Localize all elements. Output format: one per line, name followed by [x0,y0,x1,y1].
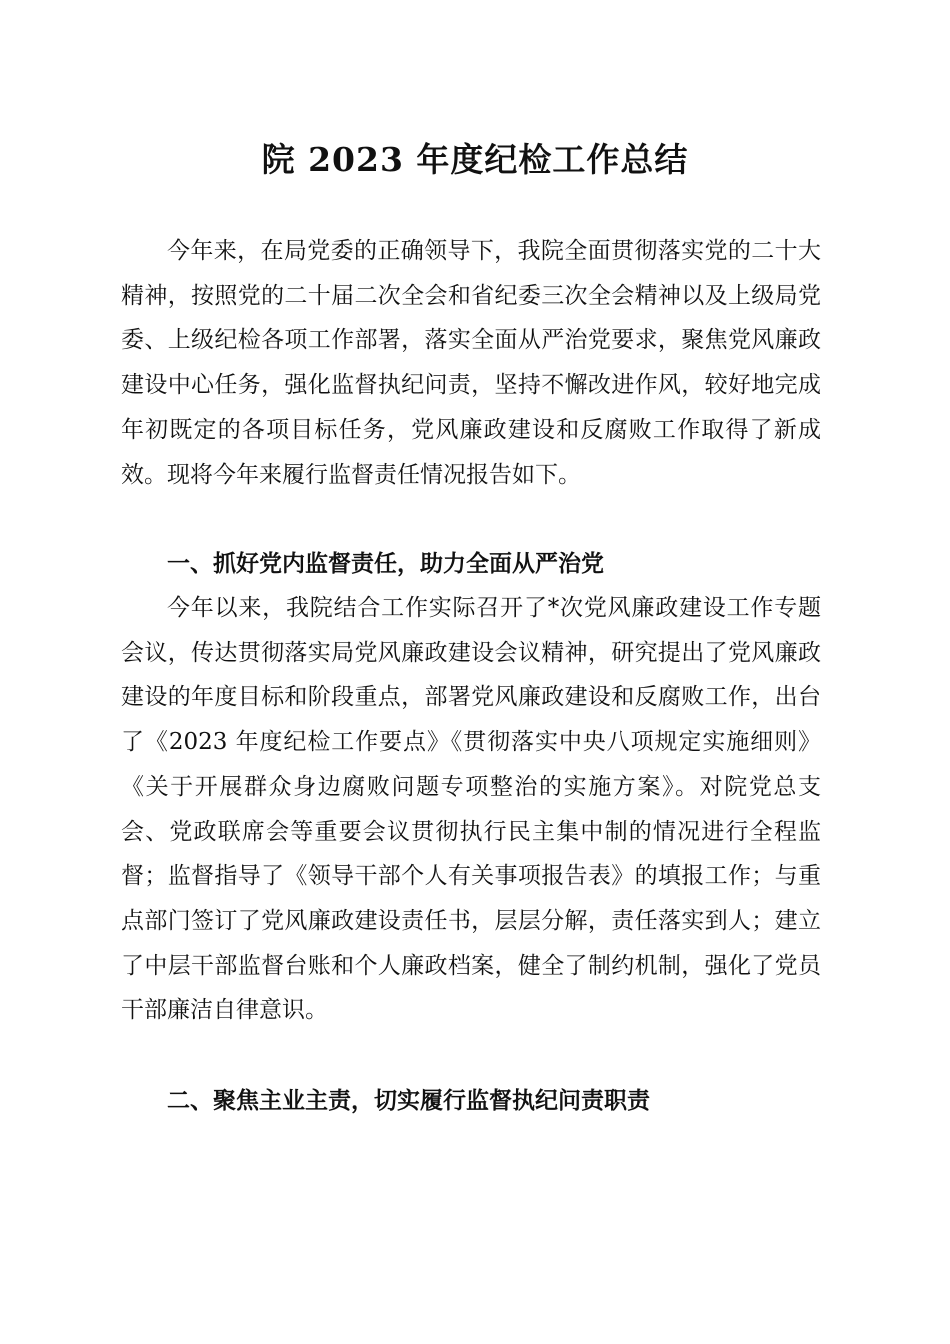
section-1-paragraph: 今年以来，我院结合工作实际召开了*次党风廉政建设工作专题会议，传达贯彻落实局党风廉政建设会议精神，研究提出了党风廉政建设的年度目标和阶段重点，部署党风廉政建设和反腐败工作，出台了《2023 年度纪检工作要点》《贯彻落实中央八项规定实施细则》《关于开展群众身边腐败问题专项整治的实施方案》。对院党总支会、党政联席会等重要会议贯彻执行民主集中制的情况进行全程监督；监督指导了《领导干部个人有关事项报告表》的填报工作；与重点部门签订了党风廉政建设责任书，层层分解，责任落实到人；建立了中层干部监督台账和个人廉政档案，健全了制约机制，强化了党员干部廉洁自律意识。 [121,595,821,1024]
document-title: 院 2023 年度纪检工作总结 [261,140,689,179]
section-heading-2: 二、聚焦主业主责，切实履行监督执纪问责职责 [167,1088,650,1114]
intro-paragraph: 今年来，在局党委的正确领导下，我院全面贯彻落实党的二十大精神，按照党的二十届二次全会和省纪委三次全会精神以及上级局党委、上级纪检各项工作部署，落实全面从严治党要求，聚焦党风廉政建设中心任务，强化监督执纪问责，坚持不懈改进作风，较好地完成年初既定的各项目标任务，党风廉政建设和反腐败工作取得了新成效。现将今年来履行监督责任情况报告如下。 [121,238,821,488]
section-heading-1: 一、抓好党内监督责任，助力全面从严治党 [167,551,604,577]
